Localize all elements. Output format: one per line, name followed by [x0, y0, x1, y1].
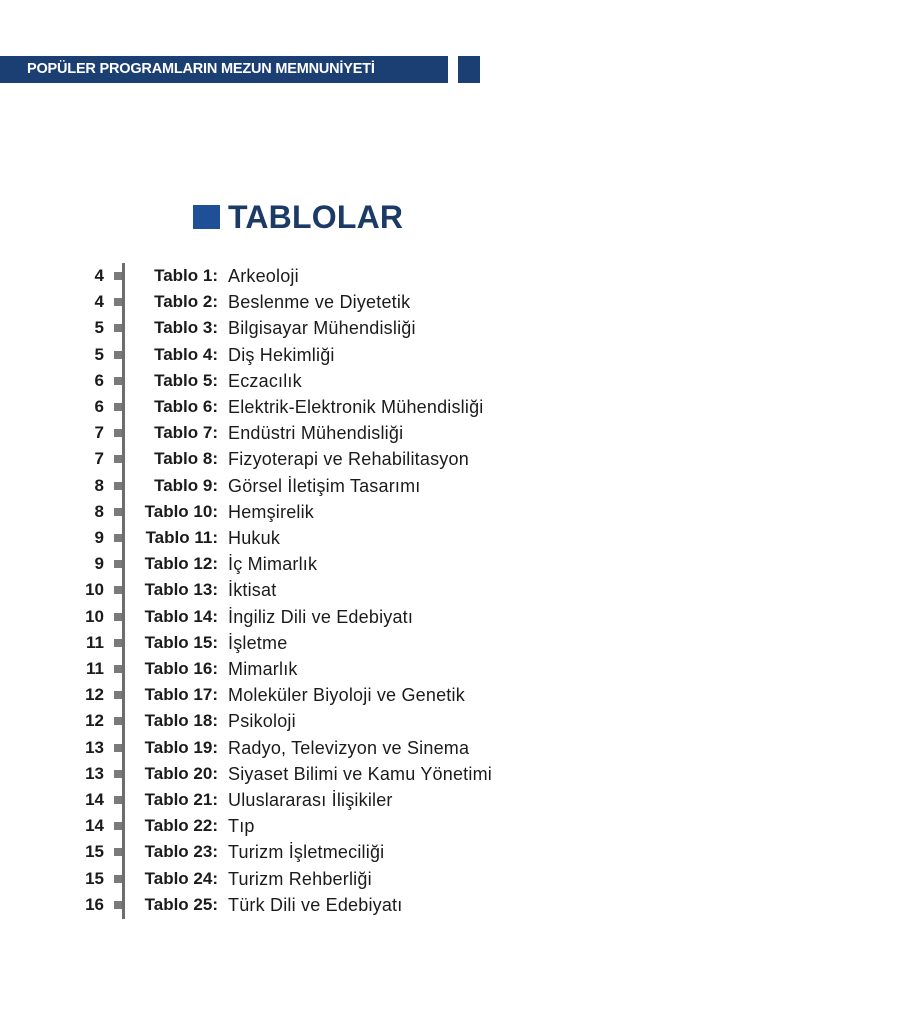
toc-table-label: Tablo 20:	[144, 763, 218, 783]
toc-tick-marker	[114, 744, 122, 752]
toc-table-label: Tablo 15:	[144, 632, 218, 652]
toc-program-name: Diş Hekimliği	[228, 344, 335, 365]
toc-table-label: Tablo 24:	[144, 868, 218, 888]
toc-page-number: 11	[86, 659, 104, 678]
toc-table-label: Tablo 4:	[154, 344, 218, 364]
toc-table-label: Tablo 1:	[154, 266, 218, 285]
toc-row[interactable]	[0, 577, 900, 603]
toc-row[interactable]	[0, 813, 900, 839]
toc-program-name: Radyo, Televizyon ve Sinema	[228, 737, 470, 758]
toc-page-number: 11	[86, 632, 104, 652]
toc-page-number: 4	[94, 292, 104, 312]
toc-program-name: Moleküler Biyoloji ve Genetik	[228, 685, 465, 706]
toc-tick-marker	[114, 848, 122, 856]
toc-tick-marker	[114, 560, 122, 568]
toc-row[interactable]	[0, 315, 900, 341]
toc-page-number: 9	[94, 528, 104, 547]
toc-page-number: 13	[85, 737, 104, 757]
toc-page-number: 4	[94, 266, 104, 285]
toc-tick-marker	[114, 272, 122, 280]
toc-table-label: Tablo 16:	[144, 659, 218, 678]
toc-table-label: Tablo 21:	[144, 790, 218, 809]
toc-tick-marker	[114, 482, 122, 490]
toc-page-number: 10	[85, 580, 104, 600]
toc-row[interactable]	[0, 342, 900, 368]
toc-program-name: Türk Dili ve Edebiyatı	[228, 894, 403, 915]
toc-row[interactable]	[0, 761, 900, 787]
toc-row[interactable]	[0, 892, 900, 918]
toc-tick-marker	[114, 455, 122, 463]
toc-table-label: Tablo 7:	[154, 423, 218, 443]
toc-table-label: Tablo 3:	[154, 318, 218, 338]
toc-page-number: 16	[85, 894, 104, 914]
toc-row[interactable]	[0, 656, 900, 682]
toc-table-label: Tablo 13:	[144, 580, 218, 600]
toc-table-label: Tablo 23:	[144, 842, 218, 862]
toc-table-label: Tablo 22:	[144, 816, 218, 836]
toc-row[interactable]	[0, 473, 900, 499]
toc-row[interactable]	[0, 499, 900, 525]
toc-page-number: 12	[85, 685, 104, 705]
toc-tick-marker	[114, 377, 122, 385]
toc-program-name: Görsel İletişim Tasarımı	[228, 475, 421, 496]
toc-program-name: İç Mimarlık	[228, 554, 318, 575]
toc-page-number: 15	[85, 842, 104, 862]
toc-page-number: 12	[85, 711, 104, 731]
toc-tick-marker	[114, 534, 122, 542]
toc-program-name: Hukuk	[228, 528, 281, 548]
toc-page-number: 5	[94, 318, 104, 338]
toc-program-name: İşletme	[228, 632, 288, 653]
toc-program-name: Fizyoterapi ve Rehabilitasyon	[228, 449, 469, 470]
toc-tick-marker	[114, 351, 122, 359]
toc-page-number: 5	[94, 344, 104, 364]
toc-table-label: Tablo 25:	[144, 894, 218, 914]
toc-program-name: Turizm Rehberliği	[228, 868, 372, 889]
toc-program-name: Elektrik-Elektronik Mühendisliği	[228, 397, 484, 417]
toc-program-name: Mimarlık	[228, 659, 298, 679]
toc-program-name: Tıp	[228, 816, 255, 837]
toc-page-number: 6	[94, 370, 104, 390]
toc-tick-marker	[114, 403, 122, 411]
toc-table-label: Tablo 9:	[154, 475, 218, 495]
toc-row[interactable]	[0, 368, 900, 394]
toc-table-label: Tablo 18:	[144, 711, 218, 731]
toc-program-name: Psikoloji	[228, 711, 296, 732]
toc-page-number: 14	[85, 816, 104, 836]
toc-page-number: 14	[85, 790, 104, 809]
toc-program-name: İktisat	[228, 580, 277, 601]
toc-program-name: Siyaset Bilimi ve Kamu Yönetimi	[228, 763, 492, 784]
toc-program-name: Arkeoloji	[228, 266, 299, 286]
toc-program-name: Hemşirelik	[228, 501, 315, 522]
toc-program-name: Uluslararası İlişikiler	[228, 790, 393, 810]
toc-tick-marker	[114, 875, 122, 883]
toc-row[interactable]	[0, 839, 900, 865]
toc-row[interactable]	[0, 420, 900, 446]
toc-table-label: Tablo 5:	[154, 370, 218, 390]
toc-row[interactable]	[0, 682, 900, 708]
toc-program-name: Endüstri Mühendisliği	[228, 423, 404, 444]
toc-tick-marker	[114, 717, 122, 725]
toc-tick-marker	[114, 298, 122, 306]
toc-table-label: Tablo 2:	[154, 292, 218, 312]
toc-row[interactable]	[0, 735, 900, 761]
toc-row[interactable]	[0, 708, 900, 734]
toc-table-label: Tablo 17:	[144, 685, 218, 705]
toc-row[interactable]	[0, 551, 900, 577]
toc-tick-marker	[114, 639, 122, 647]
toc-table-label: Tablo 14:	[144, 606, 218, 626]
toc-program-name: İngiliz Dili ve Edebiyatı	[228, 606, 414, 627]
toc-tick-marker	[114, 429, 122, 437]
toc-page-number: 6	[94, 397, 104, 416]
toc-tick-marker	[114, 796, 122, 804]
toc-tick-marker	[114, 665, 122, 673]
toc-tick-marker	[114, 324, 122, 332]
toc-table-label: Tablo 10:	[144, 501, 218, 521]
toc-tick-marker	[114, 508, 122, 516]
section-title: TABLOLAR	[228, 199, 404, 235]
toc-row[interactable]	[0, 263, 900, 289]
toc-table-label: Tablo 8:	[154, 449, 218, 469]
toc-row[interactable]	[0, 394, 900, 420]
toc-page-number: 15	[85, 868, 104, 888]
toc-row[interactable]	[0, 866, 900, 892]
header-title: POPÜLER PROGRAMLARIN MEZUN MEMNUNİYETİ	[27, 61, 375, 77]
toc-table-label: Tablo 12:	[144, 554, 218, 574]
toc-tick-marker	[114, 691, 122, 699]
toc-tick-marker	[114, 901, 122, 909]
toc-tick-marker	[114, 770, 122, 778]
toc-page-number: 8	[94, 501, 104, 521]
toc-tick-marker	[114, 586, 122, 594]
toc-tick-marker	[114, 613, 122, 621]
toc-program-name: Bilgisayar Mühendisliği	[228, 318, 416, 339]
toc-row[interactable]	[0, 289, 900, 315]
toc-row[interactable]	[0, 525, 900, 551]
toc-program-name: Beslenme ve Diyetetik	[228, 292, 411, 313]
toc-row[interactable]	[0, 787, 900, 813]
toc-page-number: 7	[94, 449, 104, 469]
toc-page-number: 7	[94, 423, 104, 443]
toc-program-name: Eczacılık	[228, 370, 302, 391]
toc-table-label: Tablo 6:	[154, 397, 218, 416]
toc-tick-marker	[114, 822, 122, 830]
toc-table-label: Tablo 19:	[144, 737, 218, 757]
toc-program-name: Turizm İşletmeciliği	[228, 842, 385, 863]
toc-page-number: 9	[94, 554, 104, 574]
toc-row[interactable]	[0, 446, 900, 472]
toc-row[interactable]	[0, 604, 900, 630]
toc-row[interactable]	[0, 630, 900, 656]
toc-table-label: Tablo 11:	[145, 528, 218, 547]
toc-page-number: 13	[85, 763, 104, 783]
toc-page-number: 8	[94, 475, 104, 495]
toc-page-number: 10	[85, 606, 104, 626]
